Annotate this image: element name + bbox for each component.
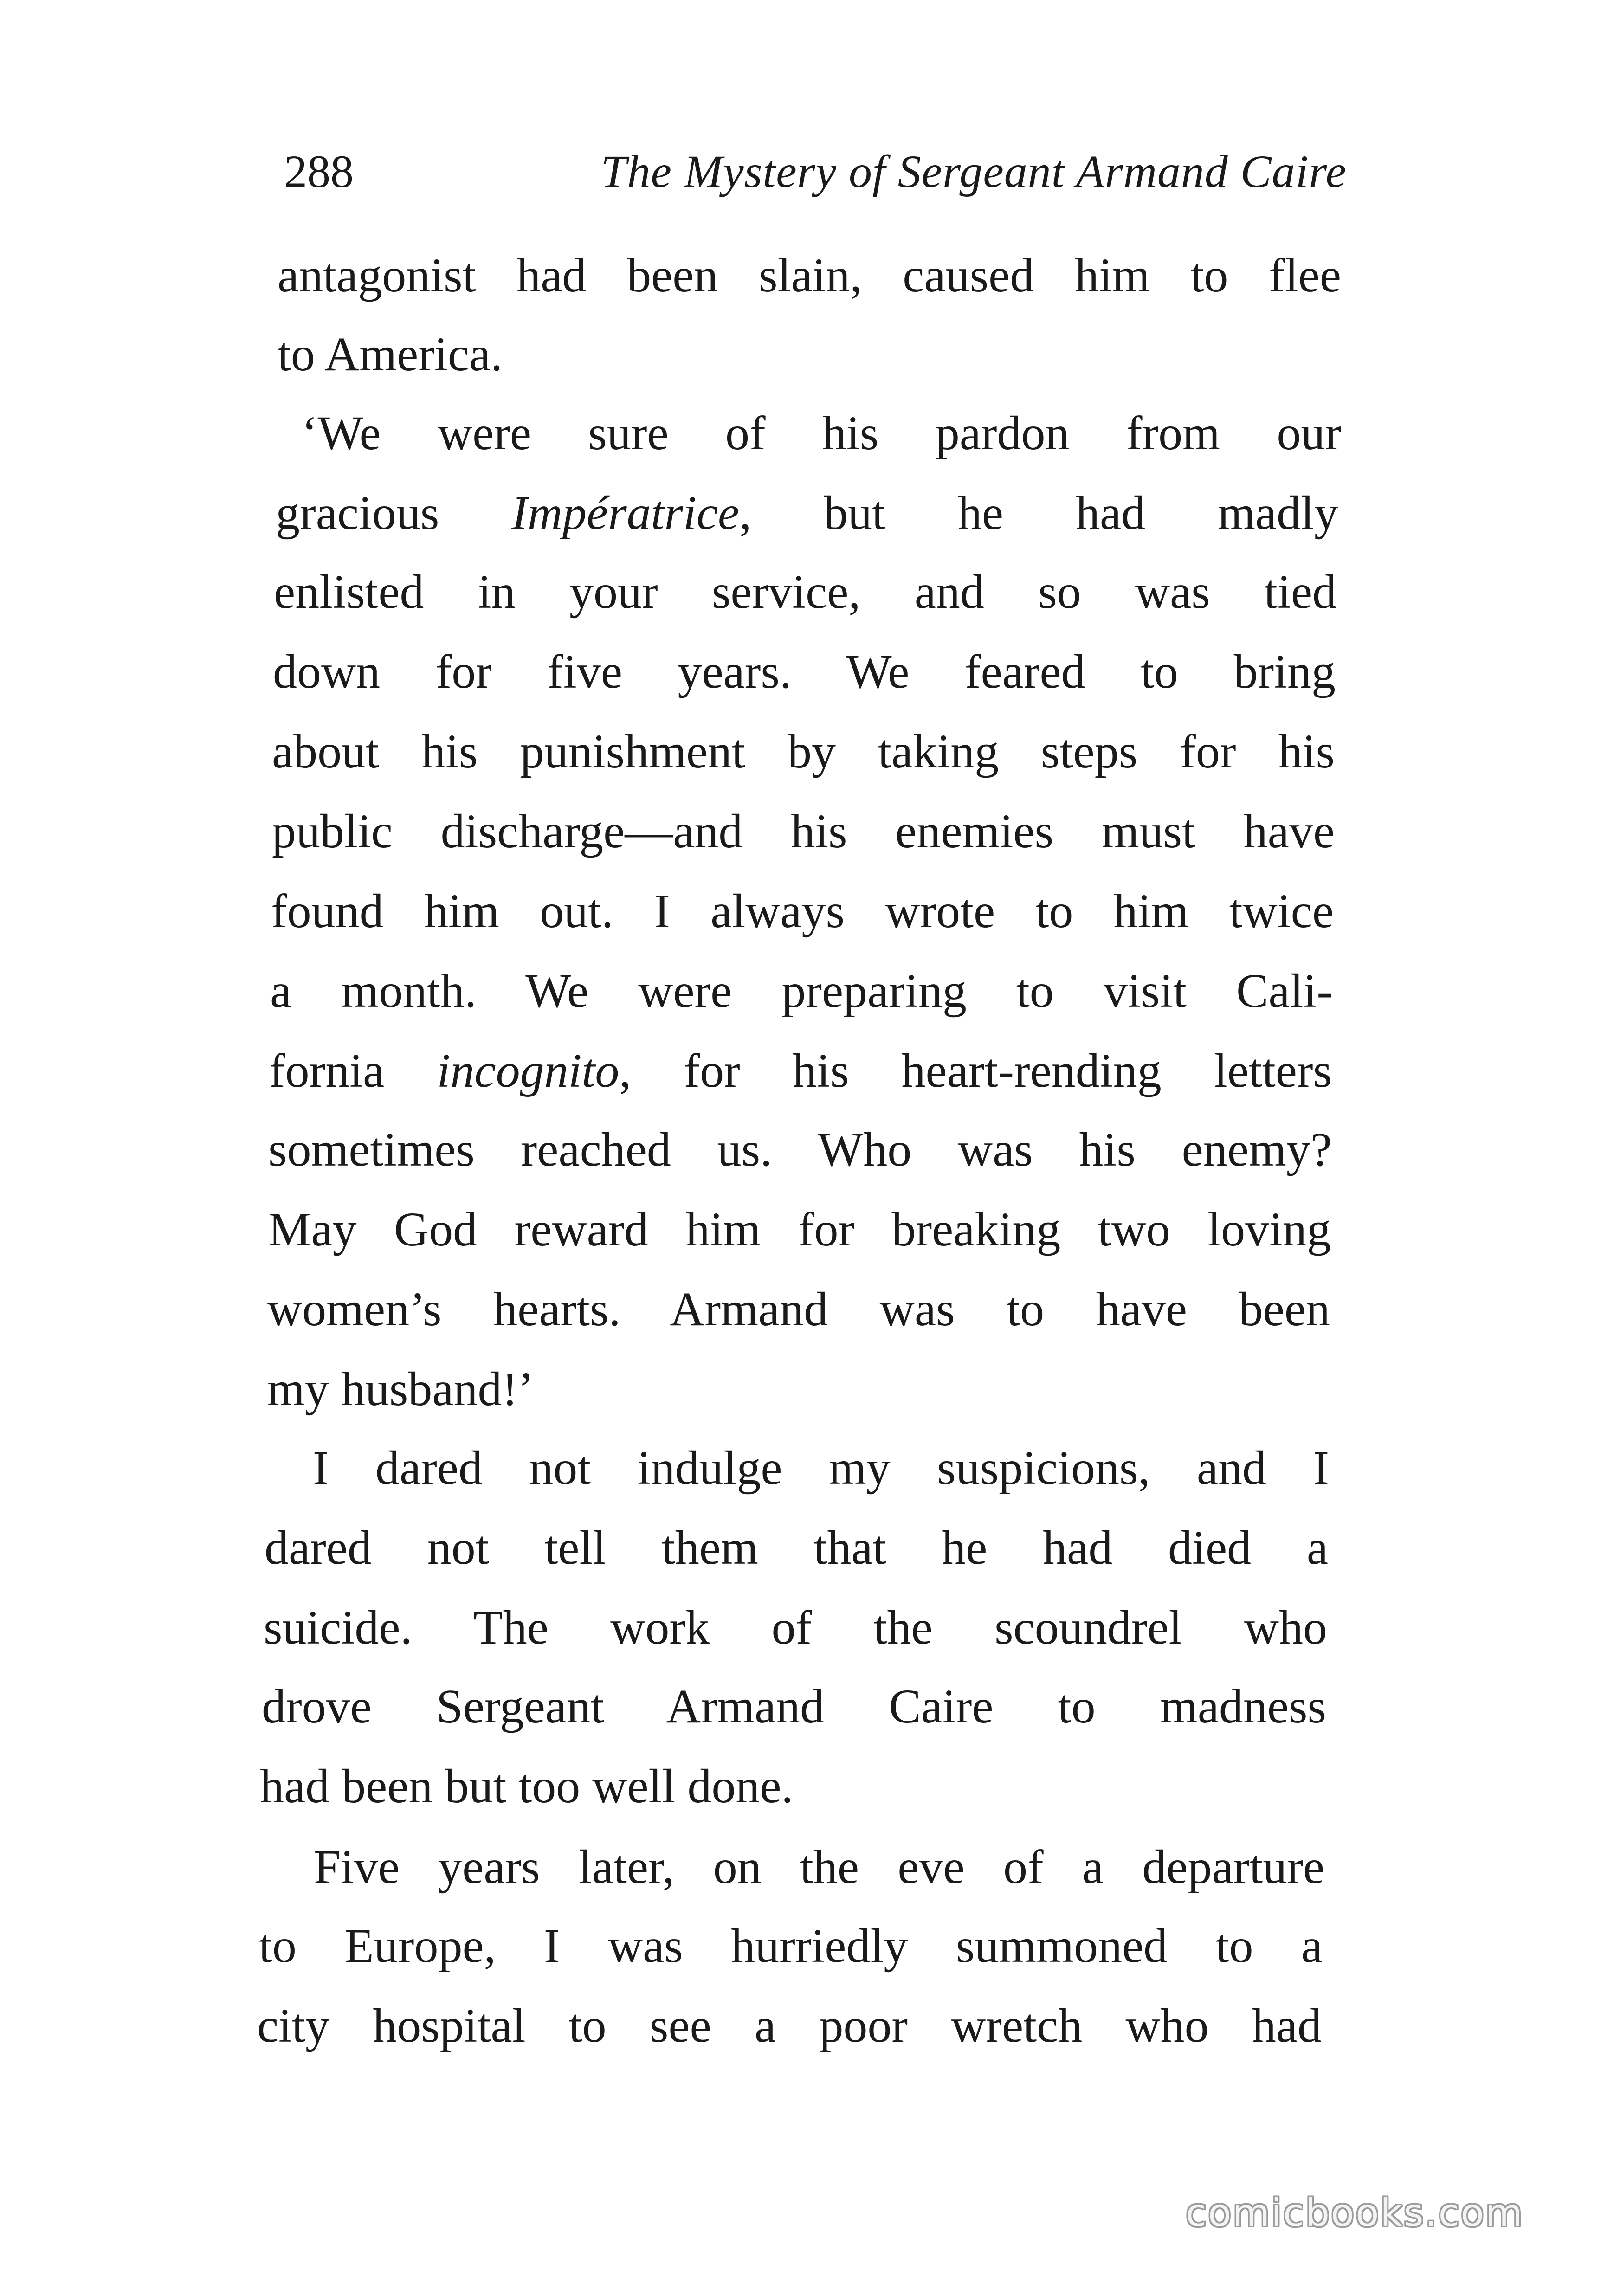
text-line: fornia incognito, for his heart-rending letters [269,1044,1332,1097]
text-line: May God reward him for breaking two loving [268,1203,1331,1256]
text-line: women’s hearts. Armand was to have been [267,1283,1330,1336]
text-line: antagonist had been slain, caused him to flee [278,249,1341,302]
text-line: down for five years. We feared to bring [273,645,1336,698]
text-line: suicide. The work of the scoundrel who [264,1601,1327,1654]
text-line: city hospital to see a poor wretch who had [257,1999,1322,2052]
running-title: The Mystery of Sergeant Armand Caire [600,146,1347,197]
text-line: gracious Impératrice, but he had madly [276,486,1338,540]
text-line: had been but too well done. [260,1760,794,1813]
running-head [284,137,1347,206]
text-line: to Europe, I was hurriedly summoned to a [259,1919,1323,1973]
text-line: found him out. I always wrote to him twice [271,884,1334,938]
text-line: dared not tell them that he had died a [265,1521,1328,1574]
watermark-logo: comicbooks.com [1186,2191,1524,2235]
text-line: drove Sergeant Armand Caire to madness [262,1680,1326,1733]
text-line: my husband!’ [267,1362,534,1416]
text-line: to America. [278,328,503,381]
text-line: Five years later, on the eve of a departure [314,1840,1324,1894]
text-line: I dared not indulge my suspicions, and I [313,1441,1329,1495]
text-line: sometimes reached us. Who was his enemy? [268,1123,1332,1176]
text-line: about his punishment by taking steps for his [272,725,1335,778]
text-line: a month. We were preparing to visit Cali- [270,964,1333,1018]
text-line: public discharge—and his enemies must have [272,805,1335,858]
page-number: 288 [284,146,354,197]
text-line: ‘We were sure of his pardon from our [302,406,1341,460]
text-line: enlisted in your service, and so was tied [274,565,1336,619]
